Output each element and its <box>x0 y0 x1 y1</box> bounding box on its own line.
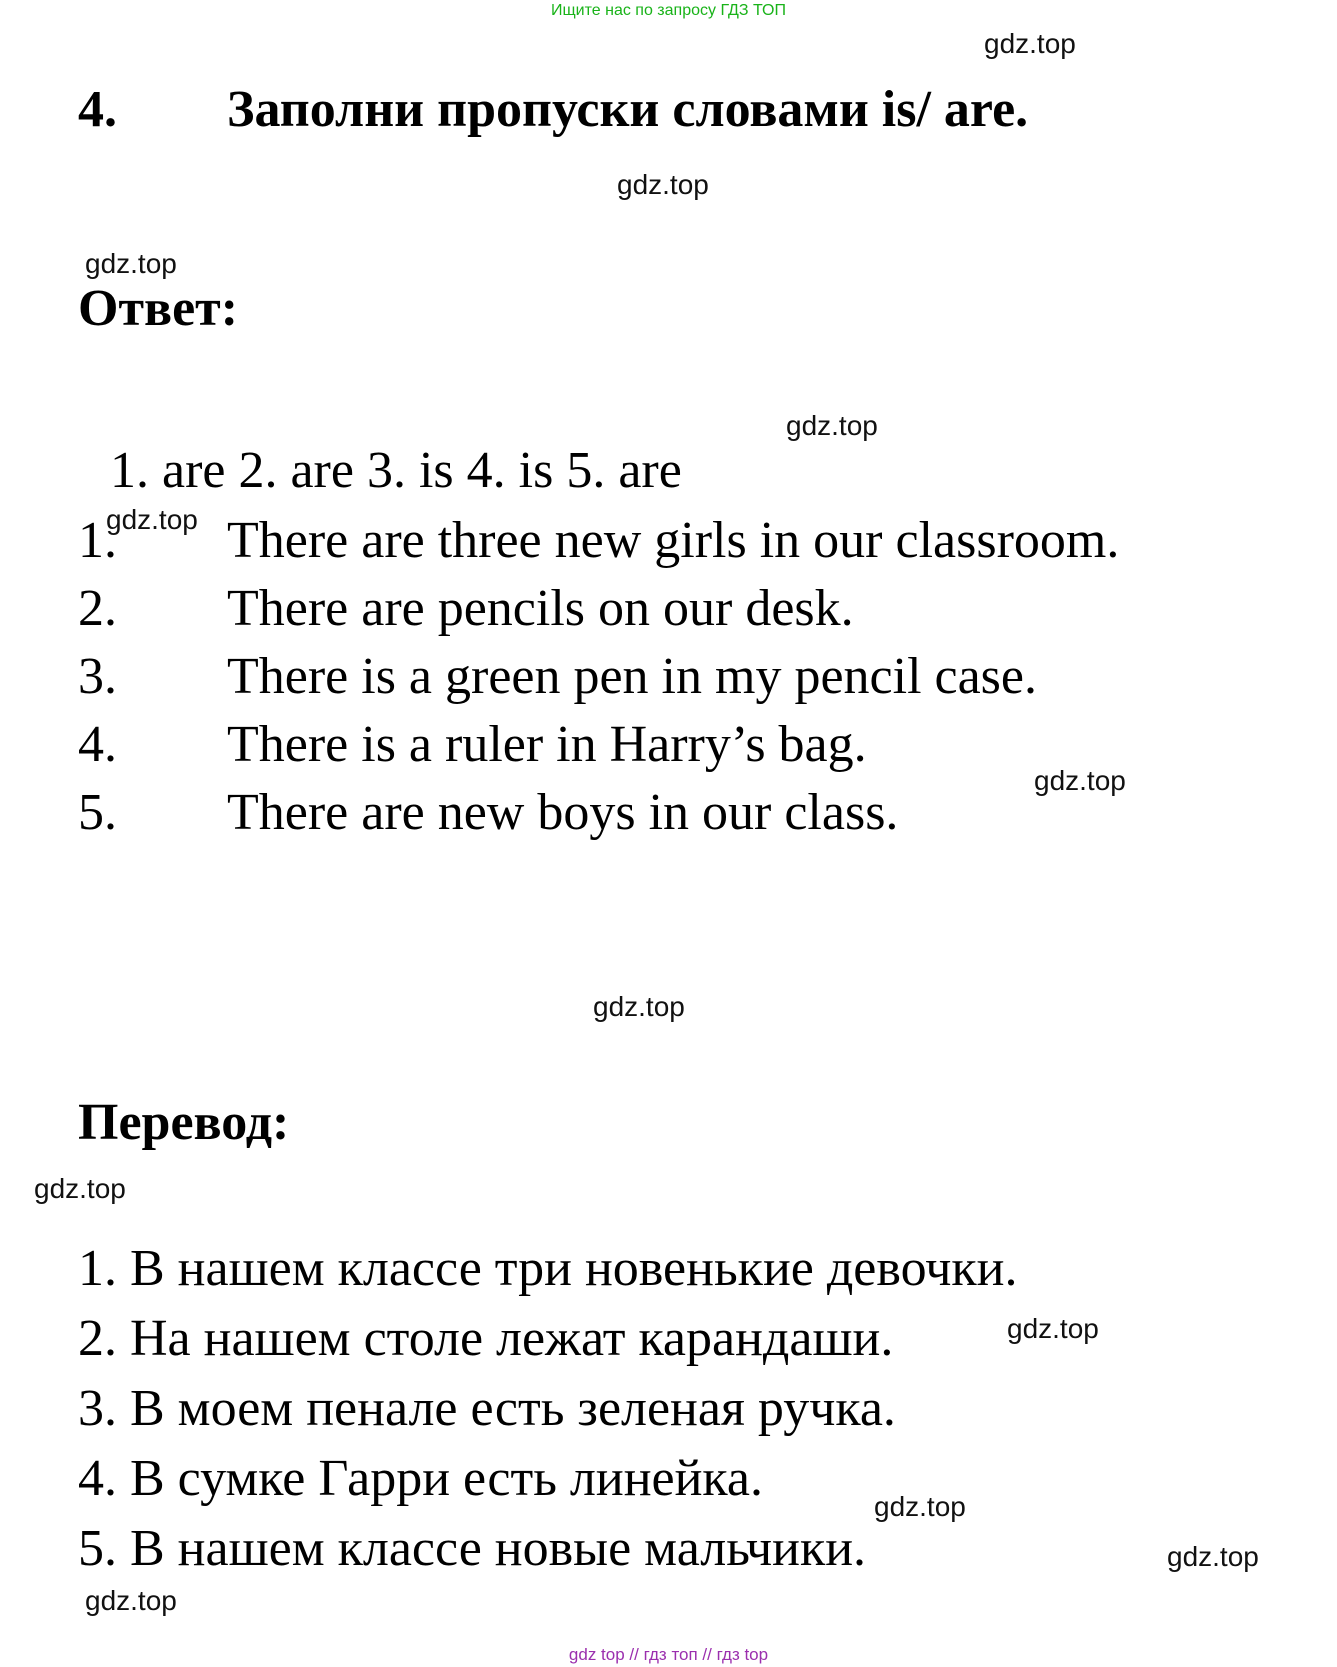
translation-item-4: 4. В сумке Гарри есть линейка. <box>78 1450 763 1507</box>
answer-item-3-text: There is a green pen in my pencil case. <box>227 648 1037 705</box>
watermark: gdz.top <box>1007 1313 1099 1344</box>
watermark: gdz.top <box>617 169 709 200</box>
answer-item-2-number: 2. <box>78 580 117 637</box>
top-search-banner: Ищите нас по запросу ГДЗ ТОП <box>551 2 786 19</box>
task-number: 4. <box>78 81 117 138</box>
task-title: Заполни пропуски словами is/ are. <box>227 81 1029 138</box>
answer-item-5-number: 5. <box>78 784 117 841</box>
watermark: gdz.top <box>85 1585 177 1616</box>
answer-item-4-number: 4. <box>78 716 117 773</box>
answer-item-4-text: There is a ruler in Harry’s bag. <box>227 716 867 773</box>
answer-item-1-number: 1. <box>78 512 117 569</box>
watermark: gdz.top <box>1167 1541 1259 1572</box>
footer-links: gdz top // гдз топ // гдз top <box>568 1645 769 1664</box>
answer-item-2-text: There are pencils on our desk. <box>227 580 854 637</box>
answer-item-3-number: 3. <box>78 648 117 705</box>
translation-heading: Перевод: <box>78 1094 290 1151</box>
watermark: gdz.top <box>106 504 198 535</box>
translation-item-2: 2. На нашем столе лежат карандаши. <box>78 1310 894 1367</box>
watermark: gdz.top <box>984 28 1076 59</box>
answer-summary: 1. are 2. are 3. is 4. is 5. are <box>110 442 682 499</box>
watermark: gdz.top <box>593 991 685 1022</box>
answer-item-5-text: There are new boys in our class. <box>227 784 899 841</box>
watermark: gdz.top <box>85 248 177 279</box>
translation-item-3: 3. В моем пенале есть зеленая ручка. <box>78 1380 896 1437</box>
answer-heading: Ответ: <box>78 280 239 337</box>
translation-item-1: 1. В нашем классе три новенькие девочки. <box>78 1240 1018 1297</box>
answer-item-1-text: There are three new girls in our classroom. <box>227 512 1120 569</box>
translation-item-5: 5. В нашем классе новые мальчики. <box>78 1520 867 1577</box>
watermark: gdz.top <box>34 1173 126 1204</box>
watermark: gdz.top <box>1034 765 1126 796</box>
watermark: gdz.top <box>874 1491 966 1522</box>
watermark: gdz.top <box>786 410 878 441</box>
